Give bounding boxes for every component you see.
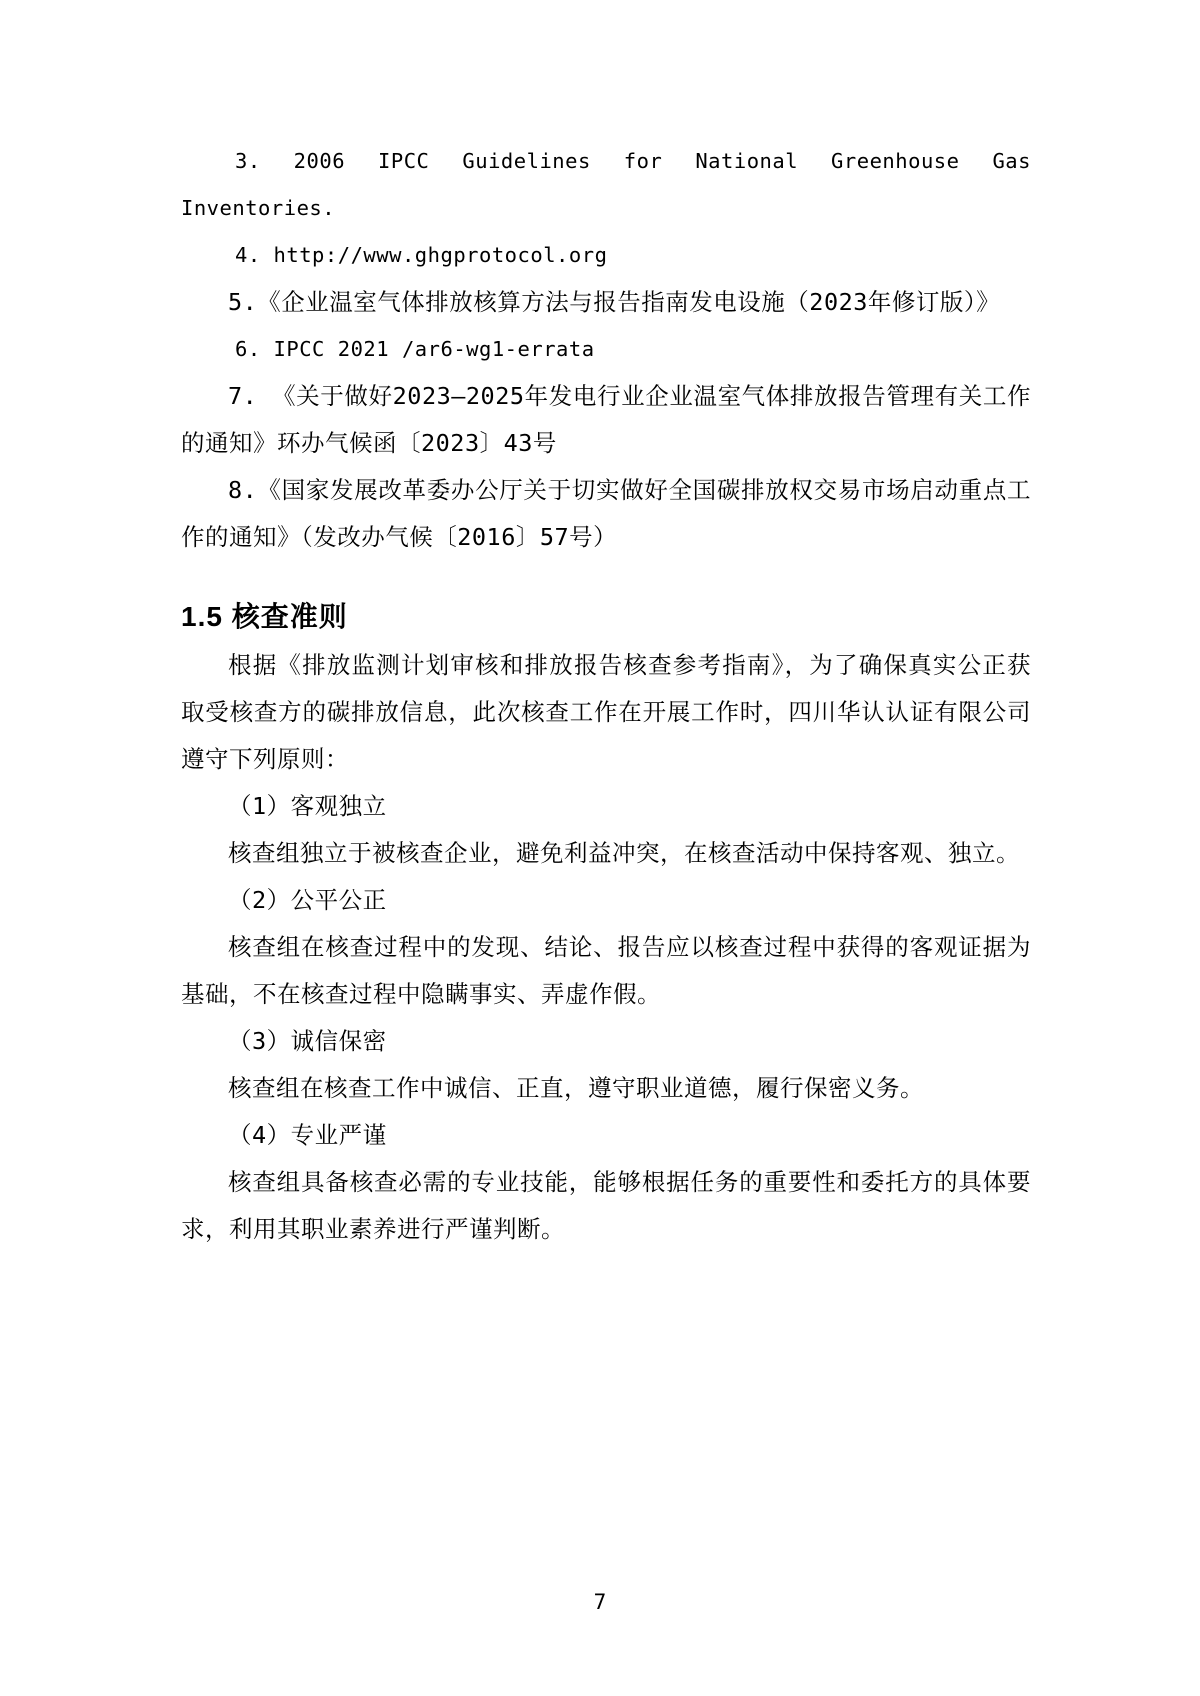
section-heading: 1.5 核查准则 xyxy=(181,601,348,632)
principle-4-title: （4）专业严谨 xyxy=(228,1121,387,1149)
reference-item-7: 7. 《关于做好2023—2025年发电行业企业温室气体排放报告管理有关工作的通知》环办气候函〔2023〕43号 xyxy=(181,382,1031,457)
reference-item-5: 5.《企业温室气体排放核算方法与报告指南发电设施（2023年修订版）》 xyxy=(228,288,1001,316)
principle-1-body: 核查组独立于被核查企业，避免利益冲突，在核查活动中保持客观、独立。 xyxy=(228,839,1020,867)
document-body xyxy=(181,138,1031,1253)
principle-1-title: （1）客观独立 xyxy=(228,792,387,820)
principle-2-body: 核查组在核查过程中的发现、结论、报告应以核查过程中获得的客观证据为基础，不在核查过程中隐瞒事实、弄虚作假。 xyxy=(181,933,1031,1008)
reference-item-3: 3. 2006 IPCC Guidelines for National Greenhouse Gas Inventories. xyxy=(181,149,1031,220)
reference-item-6: 6. IPCC 2021 /ar6-wg1-errata xyxy=(235,337,595,361)
principle-2-title: （2）公平公正 xyxy=(228,886,387,914)
reference-item-8: 8.《国家发展改革委办公厅关于切实做好全国碳排放权交易市场启动重点工作的通知》（发改办气候〔2016〕57号） xyxy=(181,476,1031,551)
principle-4-body: 核查组具备核查必需的专业技能，能够根据任务的重要性和委托方的具体要求，利用其职业素养进行严谨判断。 xyxy=(181,1168,1031,1243)
principle-3-body: 核查组在核查工作中诚信、正直，遵守职业道德，履行保密义务。 xyxy=(228,1074,924,1102)
principle-3-title: （3）诚信保密 xyxy=(228,1027,387,1055)
page-number: 7 xyxy=(593,1590,607,1614)
reference-item-4: 4. http://www.ghgprotocol.org xyxy=(235,243,608,267)
section-intro: 根据《排放监测计划审核和排放报告核查参考指南》，为了确保真实公正获取受核查方的碳排放信息，此次核查工作在开展工作时，四川华认认证有限公司遵守下列原则： xyxy=(181,651,1031,773)
